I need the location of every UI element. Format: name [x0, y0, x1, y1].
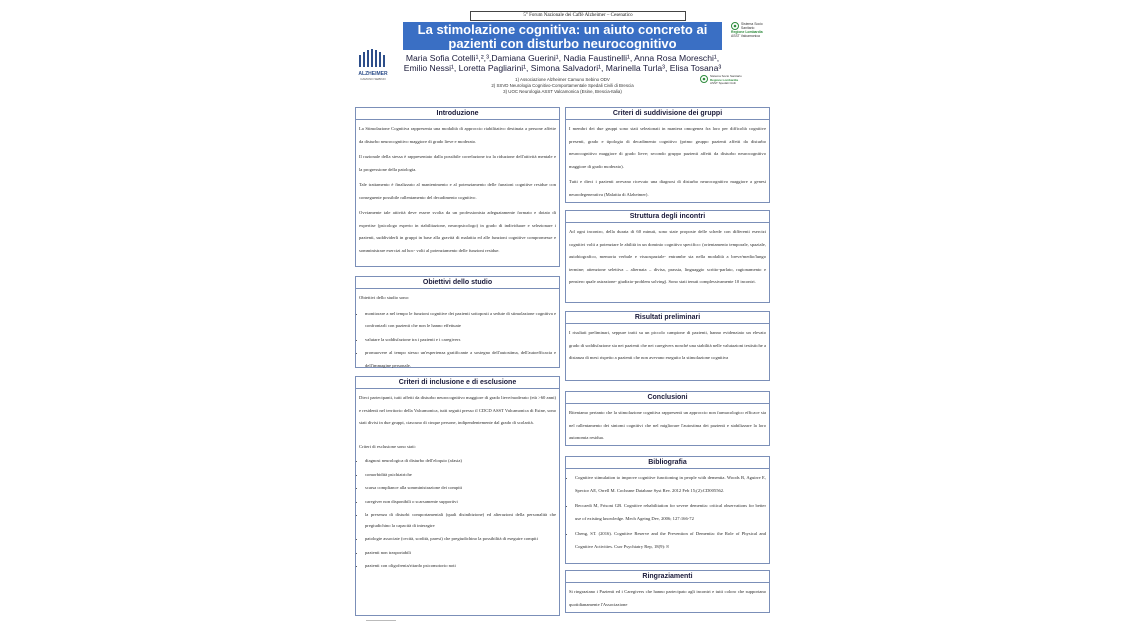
list-item: • diagnosi neurologica di disturbo dell'eloquio (afasia): [365, 456, 556, 467]
list-item: • patologie associate (cecità, sordità, paresi) che pregiudichino la possibilità di eseguire compiti: [365, 534, 556, 545]
section-body: [566, 324, 769, 365]
section-body: [566, 404, 769, 445]
section-title: Bibliografia: [566, 457, 769, 469]
section-acknowledgements: [565, 570, 770, 613]
poster-title: La stimolazione cognitiva: un aiuto concreto ai pazienti con disturbo neurocognitivo: [403, 22, 722, 50]
lombardia-rose-icon: [731, 22, 739, 30]
logo-bottom-line-1: Sistema Socio Sanitario: [710, 74, 742, 78]
section-results: [565, 311, 770, 381]
list-item: • promuovere al tempo stesso un'esperienza gratificante a sostegno dell'autostima, dell'autoefficacia e dell'immagine personale.: [365, 347, 556, 372]
forum-banner: 5° Forum Nazionale dei Caffè Alzheimer – Cesenatico: [470, 11, 686, 21]
groups-paragraph: I membri dei due gruppi sono stati selezionati in maniera omogenea fra loro per difficoltà cognitive presenti, grado e tipologia di decadimento cognitivo (primo gruppo pazienti affetti da disturbo neurocognitivo maggiore di grado lieve; secondo gruppo pazienti affetti da disturbo neurocognitivo maggiore di grado moderato).: [569, 126, 766, 169]
section-title: Struttura degli incontri: [566, 211, 769, 223]
affiliations: [440, 77, 685, 95]
section-criteria: [355, 376, 560, 616]
section-title: Conclusioni: [566, 392, 769, 404]
section-title: Criteri di inclusione e di esclusione: [356, 377, 559, 389]
intro-paragraph: Il razionale della stessa è rappresentato dalla possibile correlazione tra la riduzione dell'attività mentale e la progressione della patologia.: [359, 154, 556, 172]
section-groups: [565, 107, 770, 203]
list-item: • monitorare a nel tempo le funzioni cognitive dei pazienti sottoposti a sedute di stimolazione cognitiva e confrontarli con pazienti che non le hanno effettuate: [365, 308, 556, 333]
conclusions-paragraph: Riteniamo pertanto che la stimolazione cognitiva rappresenti un approccio non farmacologico efficace sia nel rallentamento dei sintomi cognitivi che nel migliorare l'autostima dei pazienti e stabilizzare la loro autonomia residua.: [569, 410, 766, 440]
footer-divider: [366, 620, 396, 621]
section-bibliography: [565, 456, 770, 564]
affiliation-3: 3) UOC Neurologia ASST Valcamonica (Esine, Brescia-Italia): [503, 89, 622, 94]
section-body: [566, 583, 769, 611]
regione-lombardia-logo-top: [731, 22, 771, 42]
regione-lombardia-logo-bottom: [700, 75, 768, 89]
logo-bottom-line-2: Regione Lombardia: [710, 77, 739, 82]
list-item: • comorbidità psichiatriche: [365, 470, 556, 481]
section-body: [566, 223, 769, 289]
results-paragraph: I risultati preliminari, seppure tratti su un piccolo campione di pazienti, hanno evidenziato un elevato grado di soddisfazione sia nei pazienti che nei caregivers nonché una stabilità nelle valutazioni testistiche a distanza di mesi rispetto a pazienti che non avevano eseguito la stimolazione cognitiva: [569, 330, 766, 360]
bibliography-list: [569, 472, 766, 553]
intro-paragraph: Ovviamente tale attività deve essere svolta da un professionista adeguatamente formato e dotato di expertise (psicologo esperto in riabilitazione, neuropsicologo) in grado di individuare e selezionare i pazienti, suddividerli in gruppi in base alla gravità di malattia ed alle funzioni cognitive compromesse e somministrare esercizi ad hoc- volti al potenziamento delle funzioni residue.: [359, 210, 556, 253]
affiliation-2: 2) SSVD Neurologia Cognitivo-Comportamentale Spedali Civili di Brescia: [491, 83, 634, 88]
section-body: [566, 469, 769, 553]
logo-top-line-2: Regione Lombardia: [731, 30, 763, 34]
list-item: • la presenza di disturbi comportamentali (quali disinibizione) ed alterazioni della personalità che pregiudichino la capacità di interagire: [365, 510, 556, 531]
exclusion-list: [359, 456, 556, 572]
section-title: Criteri di suddivisione dei gruppi: [566, 108, 769, 120]
section-body: [356, 120, 559, 257]
list-item: • Cognitive stimulation to improve cognitive functioning in people with dementia. Woods B, Aguirre E, Spector AE, Orrell M. Cochrane Database Syst Rev. 2012 Feb 15;(2):CD005562.: [575, 472, 766, 497]
section-title: Obiettivi dello studio: [356, 277, 559, 289]
lombardia-rose-icon-2: [700, 75, 708, 83]
authors: Maria Sofia Cotelli¹,²,³,Damiana Guerini¹, Nadia Faustinelli¹, Anna Rosa Moreschi¹, Emilio Nessi¹, Loretta Pagliarini¹, Simona Salvadori¹, Marinella Turla³, Elisa Tosana³: [403, 53, 722, 73]
intro-paragraph: La Stimolazione Cognitiva rappresenta una modalità di approccio riabilitativo destinata a persone affette da disturbo neurocognitivo maggiore di grado lieve e moderato.: [359, 126, 556, 144]
section-title: Introduzione: [356, 108, 559, 120]
section-title: Ringraziamenti: [566, 571, 769, 583]
section-objectives: [355, 276, 560, 368]
objectives-lead: Obiettivi dello studio sono:: [359, 295, 410, 300]
section-title: Risultati preliminari: [566, 312, 769, 324]
logo-top-line-1: Sistema Socio Sanitario: [741, 22, 763, 30]
list-item: • valutare la soddisfazione tra i pazienti e i caregivers: [365, 334, 556, 347]
list-item: • pazienti non trasportabili: [365, 548, 556, 559]
section-conclusions: [565, 391, 770, 446]
section-introduction: [355, 107, 560, 267]
logo-bottom-line-3: ASST Spedali Civili: [710, 81, 736, 86]
section-body: [356, 289, 559, 372]
criteria-lead: Criteri di esclusione sono stati:: [359, 443, 416, 449]
section-body: [566, 120, 769, 201]
alzheimer-logo-icon: [355, 49, 391, 67]
list-item: • caregiver non disponibili o scarsamente supportivi: [365, 497, 556, 508]
thanks-paragraph: Si ringraziano i Pazienti ed i Caregivers che hanno partecipato agli incontri e tutti coloro che supportano quotidianamente l'Associazione: [569, 589, 766, 607]
list-item: • Cheng, ST. (2016). Cognitive Reserve and the Prevention of Dementia: the Role of Physical and Cognitive Activities. Curr Psychiatry Rep, 18(9): 8: [575, 528, 766, 553]
groups-paragraph: Tutti e dieci i pazienti avevano ricevuto una diagnosi di disturbo neurocognitivo maggiore a genesi neurodegenerativa (Malattia di Alzheimer).: [569, 179, 766, 197]
list-item: • pazienti con oligofrenia/ritardo psicomotorio noti: [365, 561, 556, 572]
list-item: • scarsa compliance alla somministrazione dei compiti: [365, 483, 556, 494]
objectives-list: [359, 308, 556, 373]
list-item: • Beccaedi M, Frisoni GB. Cognitive rehabilitation for severe dementia: critical observations for better use of existing knowledge. Mech Ageing Dev, 2006; 127:166-72: [575, 500, 766, 525]
intro-paragraph: Tale trattamento è finalizzato al mantenimento e al potenziamento delle funzioni cognitive residue con conseguente possibile rallentamento del decadimento cognitivo.: [359, 182, 556, 200]
alzheimer-logo-text: ALZHEIMER CAMUNO SEBINO: [358, 71, 388, 81]
criteria-paragraph: Dieci partecipanti, tutti affetti da disturbo neurocognitivo maggiore di grado lieve/moderato (età >60 anni) e residenti nel territorio della Valcamonica, tutti seguiti presso il CDCD ASST Valcamonica di Esine, sono stati divisi in due gruppi, ciascuno di cinque persone, indipendentemente dal grado di scolarità.: [359, 395, 556, 425]
alzheimer-logo: [355, 49, 391, 81]
affiliation-1: 1) Associazione Alzheimer Camuno Sebino ODV: [515, 77, 610, 82]
structure-paragraph: Ad ogni incontro, della durata di 60 minuti, sono state proposte delle schede con differenti esercizi cognitivi volti a potenziare le abilità in un dominio cognitivo specifico: (orientamento temporale, spaziale, autobiografico, memoria verbale e visuospaziale- entrambe sia nella modalità a breve/medio/lungo termine; attenzione selettiva – alternata – divisa, prassia, linguaggio scritto-parlato, ragionamento e pensiero quale astrazione- giudizio-problem solving). Sono stati tenuti complessivamente 10 incontri.: [569, 229, 766, 284]
section-structure: [565, 210, 770, 303]
logo-top-line-3: ASST Valcamonica: [731, 34, 760, 38]
section-body: [356, 389, 559, 572]
